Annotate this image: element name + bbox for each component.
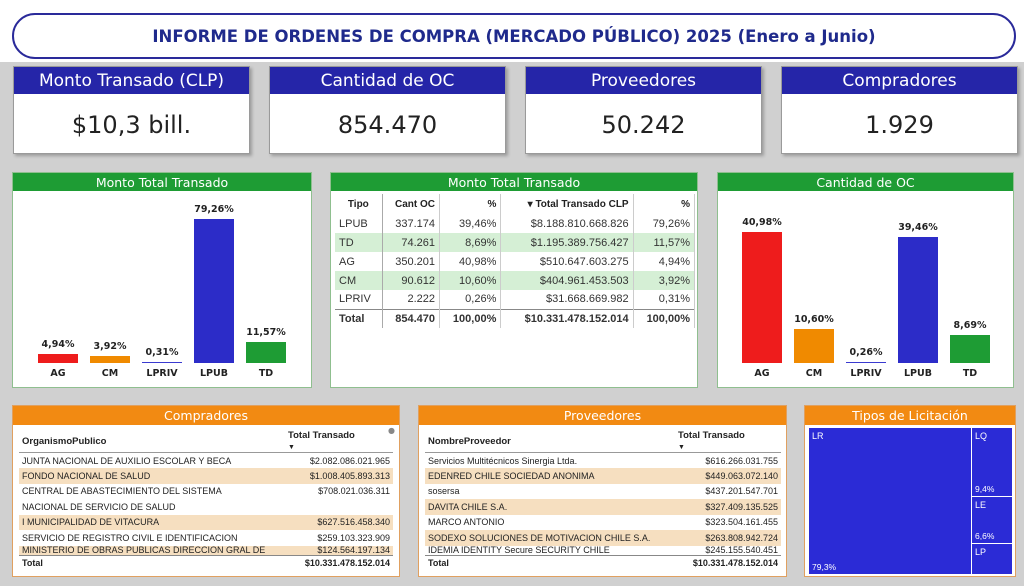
monto-table-panel[interactable] [330,172,698,388]
table-row[interactable]: MARCO ANTONIO $323.504.161.455 [428,517,778,528]
kpi-label: Monto Transado (CLP) [14,67,249,94]
treemap-title: Tipos de Licitación [805,406,1015,425]
bar-td[interactable] [950,335,990,363]
table-row[interactable]: CM 90.612 10,60% $404.961.453.503 3,92% [335,271,695,290]
treemap-tile-lr[interactable]: LR 79,3% [809,428,971,574]
category-label: AG [754,368,770,379]
bar-cm[interactable] [794,329,834,363]
kpi-card-compradores[interactable] [781,66,1018,154]
kpi-value: 1.929 [865,110,934,139]
sort-desc-icon: ▼ [288,444,295,451]
kpi-label: Proveedores [526,67,761,94]
category-label: LPUB [200,368,228,379]
category-label: AG [50,368,66,379]
kpi-label: Compradores [782,67,1017,94]
table-row[interactable]: NACIONAL DE SERVICIO DE SALUD [22,501,176,512]
bar-value-label: 0,26% [849,346,883,358]
proveedores-title: Proveedores [419,406,786,425]
category-label: LPUB [904,368,932,379]
monto-total-chart-panel[interactable] [12,172,312,388]
report-title-banner [12,13,1016,59]
sort-desc-icon: ▼ [678,444,685,451]
col-header-total-transado[interactable]: Total Transado ▼ [675,430,781,453]
treemap-tile-le[interactable]: LE 6,6% [972,497,1012,543]
bar-lpub[interactable] [898,237,938,363]
category-label: LPRIV [146,368,178,379]
monto-bar-plot [13,191,311,387]
table-row[interactable]: TD 74.261 8,69% $1.195.389.756.427 11,57% [335,233,695,252]
table-total-row: Total $10.331.478.152.014 [19,555,393,571]
treemap-tile-lp[interactable]: LP [972,544,1012,574]
col-header-pct-monto[interactable]: % [633,194,694,214]
bar-lpriv[interactable] [142,362,182,364]
category-label: TD [962,368,978,379]
table-total-row: Total $10.331.478.152.014 [425,555,781,571]
monto-table [335,194,695,328]
bar-value-label: 79,26% [194,204,234,216]
col-header-total-transado[interactable]: Total Transado ▼ [285,430,393,453]
table-row[interactable]: DAVITA CHILE S.A. $327.409.135.525 [425,499,781,515]
bar-lpub[interactable] [194,219,234,363]
chart-title: Monto Total Transado [13,173,311,191]
kpi-card-proveedores[interactable] [525,66,762,154]
report-title: INFORME DE ORDENES DE COMPRA (MERCADO PÚBLICO) 2025 (Enero a Junio) [152,26,876,46]
proveedores-table [425,430,781,571]
bar-td[interactable] [246,342,286,363]
cantidad-oc-chart-panel[interactable] [717,172,1014,388]
table-row[interactable]: JUNTA NACIONAL DE AUXILIO ESCOLAR Y BECA $2.082.086.021.965 [22,455,390,466]
kpi-value: 854.470 [337,110,438,139]
kpi-value: 50.242 [601,110,686,139]
kpi-value: $10,3 bill. [71,110,192,139]
table-row[interactable]: LPUB 337.174 39,46% $8.188.810.668.826 79,26% [335,214,695,233]
col-header-total-transado[interactable]: ▾ Total Transado CLP [501,194,633,214]
table-row[interactable]: I MUNICIPALIDAD DE VITACURA $627.516.458.340 [19,515,393,531]
proveedores-panel[interactable] [418,405,787,577]
bar-value-label: 11,57% [246,327,286,339]
table-row[interactable]: FONDO NACIONAL DE SALUD $1.008.405.893.313 [19,468,393,484]
col-header-pct-oc[interactable]: % [440,194,501,214]
more-options-icon[interactable]: ● [388,426,395,435]
table-row[interactable]: Servicios Multitécnicos Sinergia Ltda. $616.266.031.755 [428,455,778,466]
bar-cm[interactable] [90,356,130,363]
kpi-card-cantidad-oc[interactable] [269,66,506,154]
bar-value-label: 40,98% [742,216,782,228]
tipos-licitacion-panel[interactable] [804,405,1016,577]
table-row[interactable]: LPRIV 2.222 0,26% $31.668.669.982 0,31% [335,290,695,309]
compradores-table [19,430,393,571]
table-row[interactable]: IDEMIA IDENTITY Secure SECURITY CHILE $245.155.540.451 [428,545,778,555]
compradores-title: Compradores [13,406,399,425]
bar-value-label: 0,31% [145,346,179,358]
bar-ag[interactable] [38,354,78,363]
sort-desc-icon: ▾ [527,198,536,210]
bar-lpriv[interactable] [846,362,886,364]
table-row[interactable]: CENTRAL DE ABASTECIMIENTO DEL SISTEMA $708.021.036.311 [22,486,390,497]
kpi-label: Cantidad de OC [270,67,505,94]
category-label: CM [805,368,823,379]
compradores-panel[interactable] [12,405,400,577]
table-title: Monto Total Transado [331,173,697,191]
category-label: LPRIV [850,368,882,379]
bar-value-label: 3,92% [93,340,127,352]
bar-value-label: 39,46% [898,221,938,233]
kpi-card-monto[interactable] [13,66,250,154]
chart-title: Cantidad de OC [718,173,1013,191]
cantidad-bar-plot [718,191,1013,387]
col-header-tipo[interactable]: Tipo [335,194,382,214]
table-total-row: Total 854.470 100,00% $10.331.478.152.014 100,00% [335,309,695,328]
category-label: TD [258,368,274,379]
bar-value-label: 10,60% [794,314,834,326]
col-header-proveedor[interactable]: NombreProveedor [425,430,675,453]
treemap-tile-lq[interactable]: LQ 9,4% [972,428,1012,496]
table-row[interactable]: EDENRED CHILE SOCIEDAD ANONIMA $449.063.072.140 [425,468,781,484]
table-row[interactable]: SODEXO SOLUCIONES DE MOTIVACION CHILE S.A. $263.808.942.724 [425,530,781,546]
bar-value-label: 4,94% [41,339,75,351]
bar-value-label: 8,69% [953,320,987,332]
table-row[interactable]: MINISTERIO DE OBRAS PUBLICAS DIRECCION GRAL DE $124.564.197.134 [19,546,393,556]
col-header-cant-oc[interactable]: Cant OC [382,194,439,214]
category-label: CM [101,368,119,379]
table-row[interactable]: AG 350.201 40,98% $510.647.603.275 4,94% [335,252,695,271]
col-header-organismo[interactable]: OrganismoPublico [19,430,285,453]
table-row[interactable]: sosersa $437.201.547.701 [428,486,778,497]
bar-ag[interactable] [742,232,782,363]
table-row[interactable]: SERVICIO DE REGISTRO CIVIL E IDENTIFICACION $259.103.323.909 [22,532,390,543]
